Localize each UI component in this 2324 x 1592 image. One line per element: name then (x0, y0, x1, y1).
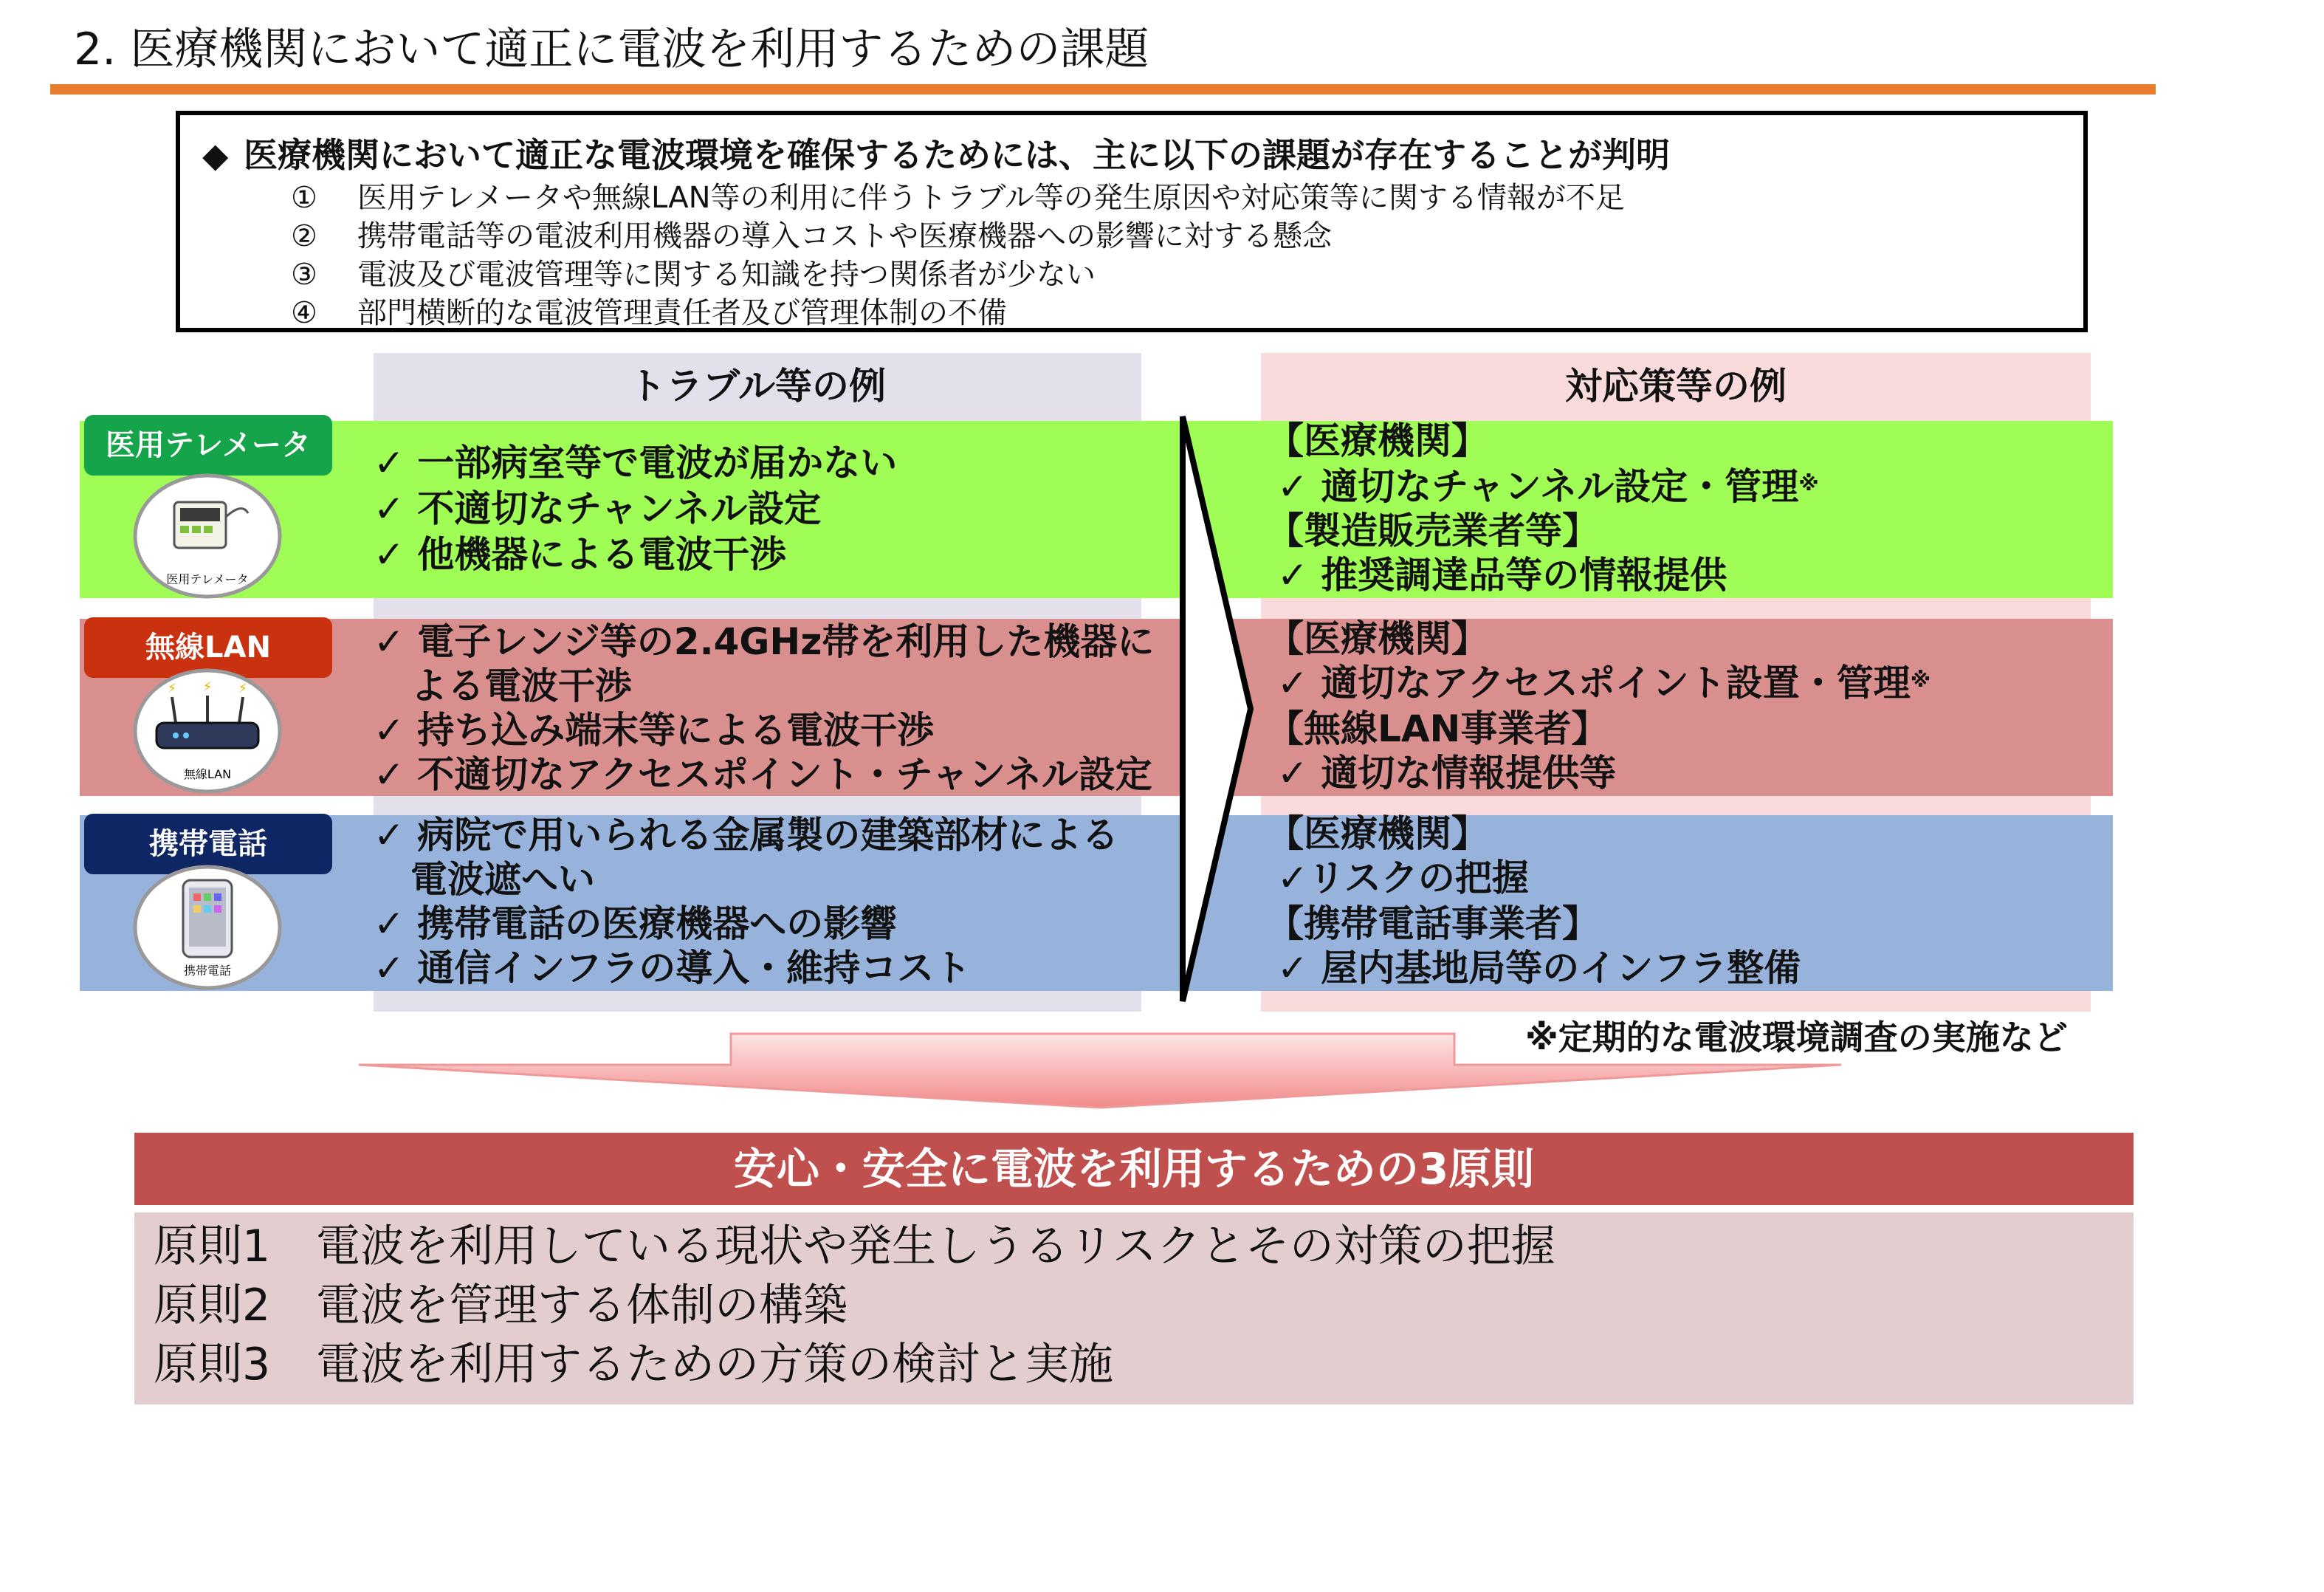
principle-item (154, 1335, 1113, 1394)
issue-number: ③ (291, 258, 317, 292)
wireless-router-icon (131, 668, 283, 795)
trouble-item: ✓ 電子レンジ等の2.4GHz帯を利用した機器に (374, 620, 1155, 663)
principle-item (154, 1276, 848, 1335)
trouble-item: ✓ 携帯電話の医療機器への影響 (374, 902, 898, 945)
measure-org: 【携帯電話事業者】 (1267, 902, 1599, 945)
trouble-item: ✓ 持ち込み端末等による電波干渉 (374, 709, 935, 752)
trouble-item: よる電波干渉 (410, 665, 632, 707)
trouble-item: ✓ 他機器による電波干渉 (374, 533, 787, 576)
chevron-right-icon (1180, 414, 1254, 1004)
device-caption: 携帯電話 (183, 964, 232, 978)
issue-number: ② (291, 219, 317, 253)
trouble-item: 電波遮へい (410, 858, 595, 901)
wireless-lan-label: 無線LAN (84, 617, 332, 678)
measure-org: 【医療機関】 (1267, 617, 1488, 660)
issue-item (291, 255, 1096, 294)
trouble-item: ✓ 不適切なチャンネル設定 (374, 487, 822, 530)
summary-box (176, 111, 2088, 332)
issue-text: 部門横断的な電波管理責任者及び管理体制の不備 (357, 296, 1007, 330)
principle-label: 原則1 (154, 1221, 271, 1272)
title-underline (50, 84, 2156, 95)
down-arrow-icon (354, 1032, 1846, 1109)
measure-org: 【医療機関】 (1267, 419, 1488, 462)
issue-number: ④ (291, 296, 317, 330)
trouble-item: ✓ 不適切なアクセスポイント・チャンネル設定 (374, 753, 1152, 796)
summary-heading-text: 医療機関において適正な電波環境を確保するためには、主に以下の課題が存在することが判明 (244, 135, 1671, 175)
mobile-phone-label: 携帯電話 (84, 814, 332, 874)
trouble-item: ✓ 通信インフラの導入・維持コスト (374, 947, 972, 989)
measure-org: 【医療機関】 (1267, 812, 1488, 855)
measure-org: 【製造販売業者等】 (1267, 509, 1599, 552)
measure-org: 【無線LAN事業者】 (1267, 707, 1609, 750)
principles-list (134, 1212, 2134, 1404)
telemeter-label: 医用テレメータ (84, 415, 332, 476)
principle-text: 電波を利用するための方策の検討と実施 (316, 1339, 1113, 1390)
note-mark: ※ (1910, 668, 1931, 692)
svg-text:⚡: ⚡ (238, 681, 248, 696)
note-mark: ※ (1798, 471, 1819, 495)
principle-text: 電波を利用している現状や発生しうるリスクとその対策の把握 (316, 1221, 1555, 1272)
trouble-item: ✓ 一部病室等で電波が届かない (374, 442, 898, 484)
trouble-item: ✓ 病院で用いられる金属製の建築部材による (374, 814, 1119, 857)
measure-item: ✓ 適切な情報提供等 (1277, 752, 1617, 795)
principle-text: 電波を管理する体制の構築 (316, 1280, 848, 1331)
mobile-phone-icon (131, 864, 283, 991)
issue-text: 携帯電話等の電波利用機器の導入コストや医療機器への影響に対する懸念 (357, 219, 1332, 253)
measure-item: ✓ 屋内基地局等のインフラ整備 (1277, 947, 1801, 989)
svg-text:⚡: ⚡ (202, 679, 213, 695)
principle-label: 原則3 (154, 1339, 271, 1390)
issue-text: 電波及び電波管理等に関する知識を持つ関係者が少ない (357, 258, 1096, 292)
issue-number: ① (291, 181, 317, 215)
principle-label: 原則2 (154, 1280, 271, 1331)
measure-item: ✓ 適切なチャンネル設定・管理※ (1277, 465, 1819, 508)
device-caption: 無線LAN (183, 767, 232, 781)
summary-heading (202, 128, 1670, 177)
measure-item: ✓リスクの把握 (1277, 857, 1529, 899)
issue-item (291, 217, 1332, 255)
measure-item: ✓ 推奨調達品等の情報提供 (1277, 554, 1727, 597)
telemeter-device-icon (131, 473, 283, 600)
device-caption: 医用テレメータ (166, 572, 249, 586)
measures-column-title: 対応策等の例 (1565, 365, 1787, 408)
principle-item (154, 1217, 1555, 1276)
issue-item (291, 294, 1007, 332)
svg-text:⚡: ⚡ (167, 681, 177, 696)
measure-item: ✓ 適切なアクセスポイント設置・管理※ (1277, 662, 1931, 704)
issue-item (291, 179, 1625, 217)
issue-text: 医用テレメータや無線LAN等の利用に伴うトラブル等の発生原因や対応策等に関する情報が不足 (357, 181, 1625, 215)
troubles-column-title: トラブル等の例 (629, 365, 886, 408)
footnote: ※定期的な電波環境調査の実施など (1525, 1018, 2068, 1057)
page-title: 2. 医療機関において適正に電波を利用するための課題 (74, 24, 1149, 75)
diamond-bullet-icon: ◆ (202, 135, 229, 175)
principles-heading: 安心・安全に電波を利用するための3原則 (134, 1133, 2134, 1205)
